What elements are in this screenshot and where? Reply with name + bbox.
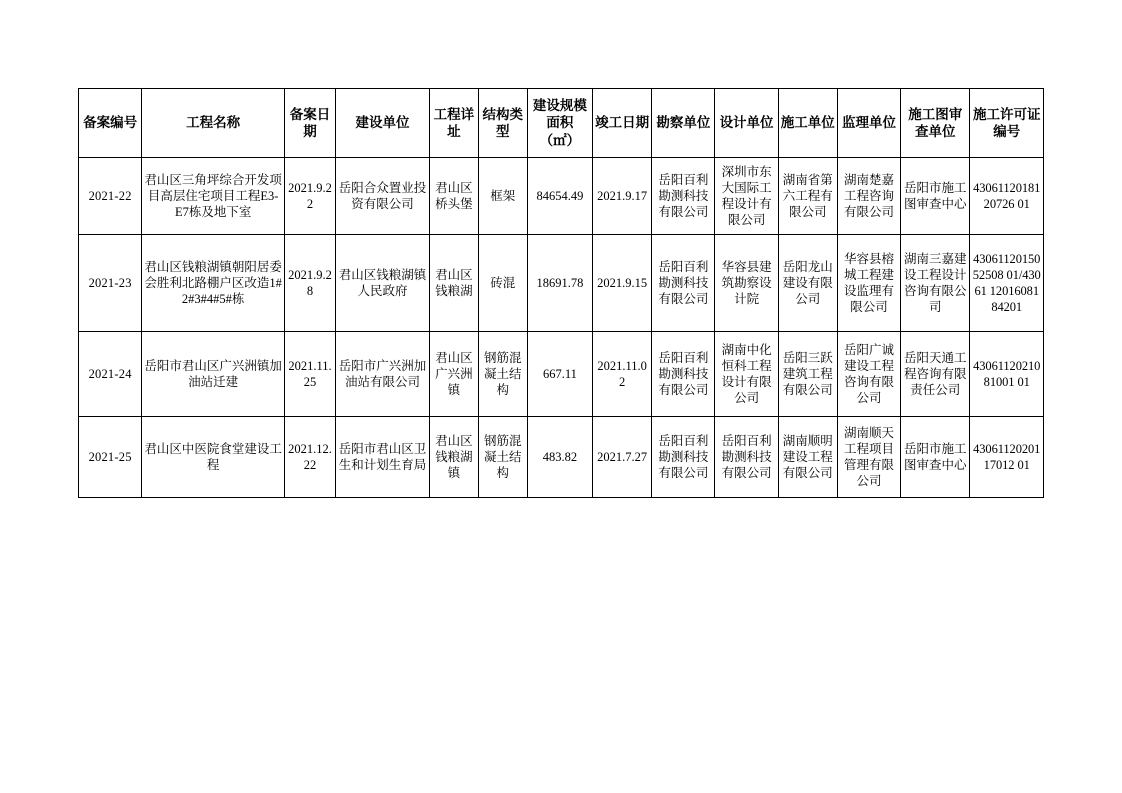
header-build-unit: 施工单位 xyxy=(778,89,837,158)
table-header-row xyxy=(79,89,1044,158)
cell-project-name: 君山区三角坪综合开发项目高层住宅项目工程E3-E7栋及地下室 xyxy=(142,158,285,235)
cell-drawing-review-unit: 岳阳天通工程咨询有限责任公司 xyxy=(901,332,970,417)
cell-record-date: 2021.9.28 xyxy=(285,235,336,332)
cell-area: 667.11 xyxy=(527,332,592,417)
cell-build-unit: 湖南省第六工程有限公司 xyxy=(778,158,837,235)
cell-supervision-unit: 岳阳广诚建设工程咨询有限公司 xyxy=(837,332,900,417)
header-record-code: 备案编号 xyxy=(79,89,142,158)
cell-completion-date: 2021.11.02 xyxy=(593,332,652,417)
cell-completion-date: 2021.9.15 xyxy=(593,235,652,332)
cell-design-unit: 深圳市东大国际工程设计有限公司 xyxy=(715,158,778,235)
cell-design-unit: 华容县建筑勘察设计院 xyxy=(715,235,778,332)
cell-record-code: 2021-22 xyxy=(79,158,142,235)
cell-address: 君山区钱粮湖镇 xyxy=(429,417,478,498)
header-license-no: 施工许可证编号 xyxy=(970,89,1044,158)
cell-license-no: 4306112021081001 01 xyxy=(970,332,1044,417)
cell-license-no: 4306112015052508 01/43061 12016081 84201 xyxy=(970,235,1044,332)
construction-registry-table xyxy=(78,88,1044,498)
cell-drawing-review-unit: 岳阳市施工图审查中心 xyxy=(901,417,970,498)
header-project-name: 工程名称 xyxy=(142,89,285,158)
cell-survey-unit: 岳阳百利勘测科技有限公司 xyxy=(652,158,715,235)
header-structure-type: 结构类型 xyxy=(478,89,527,158)
cell-record-code: 2021-25 xyxy=(79,417,142,498)
header-supervision-unit: 监理单位 xyxy=(837,89,900,158)
table-row xyxy=(79,417,1044,498)
cell-project-name: 君山区钱粮湖镇朝阳居委会胜利北路棚户区改造1#2#3#4#5#栋 xyxy=(142,235,285,332)
header-record-date: 备案日期 xyxy=(285,89,336,158)
header-construction-unit: 建设单位 xyxy=(336,89,430,158)
cell-supervision-unit: 华容县榕城工程建设监理有限公司 xyxy=(837,235,900,332)
table-row xyxy=(79,235,1044,332)
cell-survey-unit: 岳阳百利勘测科技有限公司 xyxy=(652,332,715,417)
cell-record-code: 2021-24 xyxy=(79,332,142,417)
cell-record-code: 2021-23 xyxy=(79,235,142,332)
cell-supervision-unit: 湖南顺天工程项目管理有限公司 xyxy=(837,417,900,498)
cell-address: 君山区钱粮湖 xyxy=(429,235,478,332)
table-row xyxy=(79,158,1044,235)
cell-structure-type: 钢筋混凝土结构 xyxy=(478,417,527,498)
cell-construction-unit: 岳阳合众置业投资有限公司 xyxy=(336,158,430,235)
cell-supervision-unit: 湖南楚嘉工程咨询有限公司 xyxy=(837,158,900,235)
cell-area: 483.82 xyxy=(527,417,592,498)
cell-build-unit: 岳阳三跃建筑工程有限公司 xyxy=(778,332,837,417)
table-row xyxy=(79,332,1044,417)
cell-area: 84654.49 xyxy=(527,158,592,235)
cell-structure-type: 钢筋混凝土结构 xyxy=(478,332,527,417)
cell-project-name: 岳阳市君山区广兴洲镇加油站迁建 xyxy=(142,332,285,417)
cell-design-unit: 岳阳百利勘测科技有限公司 xyxy=(715,417,778,498)
header-design-unit: 设计单位 xyxy=(715,89,778,158)
cell-design-unit: 湖南中化恒科工程设计有限公司 xyxy=(715,332,778,417)
cell-structure-type: 框架 xyxy=(478,158,527,235)
cell-construction-unit: 岳阳市君山区卫生和计划生育局 xyxy=(336,417,430,498)
header-area: 建设规模面积（㎡） xyxy=(527,89,592,158)
cell-structure-type: 砖混 xyxy=(478,235,527,332)
table-container xyxy=(78,88,1044,498)
header-address: 工程详址 xyxy=(429,89,478,158)
header-survey-unit: 勘察单位 xyxy=(652,89,715,158)
cell-build-unit: 岳阳龙山建设有限公司 xyxy=(778,235,837,332)
cell-record-date: 2021.11.25 xyxy=(285,332,336,417)
cell-record-date: 2021.9.22 xyxy=(285,158,336,235)
cell-license-no: 4306112018120726 01 xyxy=(970,158,1044,235)
cell-address: 君山区桥头堡 xyxy=(429,158,478,235)
cell-license-no: 4306112020117012 01 xyxy=(970,417,1044,498)
cell-address: 君山区广兴洲镇 xyxy=(429,332,478,417)
cell-completion-date: 2021.9.17 xyxy=(593,158,652,235)
header-completion-date: 竣工日期 xyxy=(593,89,652,158)
cell-completion-date: 2021.7.27 xyxy=(593,417,652,498)
cell-survey-unit: 岳阳百利勘测科技有限公司 xyxy=(652,235,715,332)
cell-survey-unit: 岳阳百利勘测科技有限公司 xyxy=(652,417,715,498)
cell-project-name: 君山区中医院食堂建设工程 xyxy=(142,417,285,498)
cell-drawing-review-unit: 湖南三嘉建设工程设计咨询有限公司 xyxy=(901,235,970,332)
cell-construction-unit: 岳阳市广兴洲加油站有限公司 xyxy=(336,332,430,417)
cell-record-date: 2021.12.22 xyxy=(285,417,336,498)
header-drawing-review-unit: 施工图审查单位 xyxy=(901,89,970,158)
cell-area: 18691.78 xyxy=(527,235,592,332)
cell-build-unit: 湖南顺明建设工程有限公司 xyxy=(778,417,837,498)
cell-construction-unit: 君山区钱粮湖镇人民政府 xyxy=(336,235,430,332)
cell-drawing-review-unit: 岳阳市施工图审查中心 xyxy=(901,158,970,235)
